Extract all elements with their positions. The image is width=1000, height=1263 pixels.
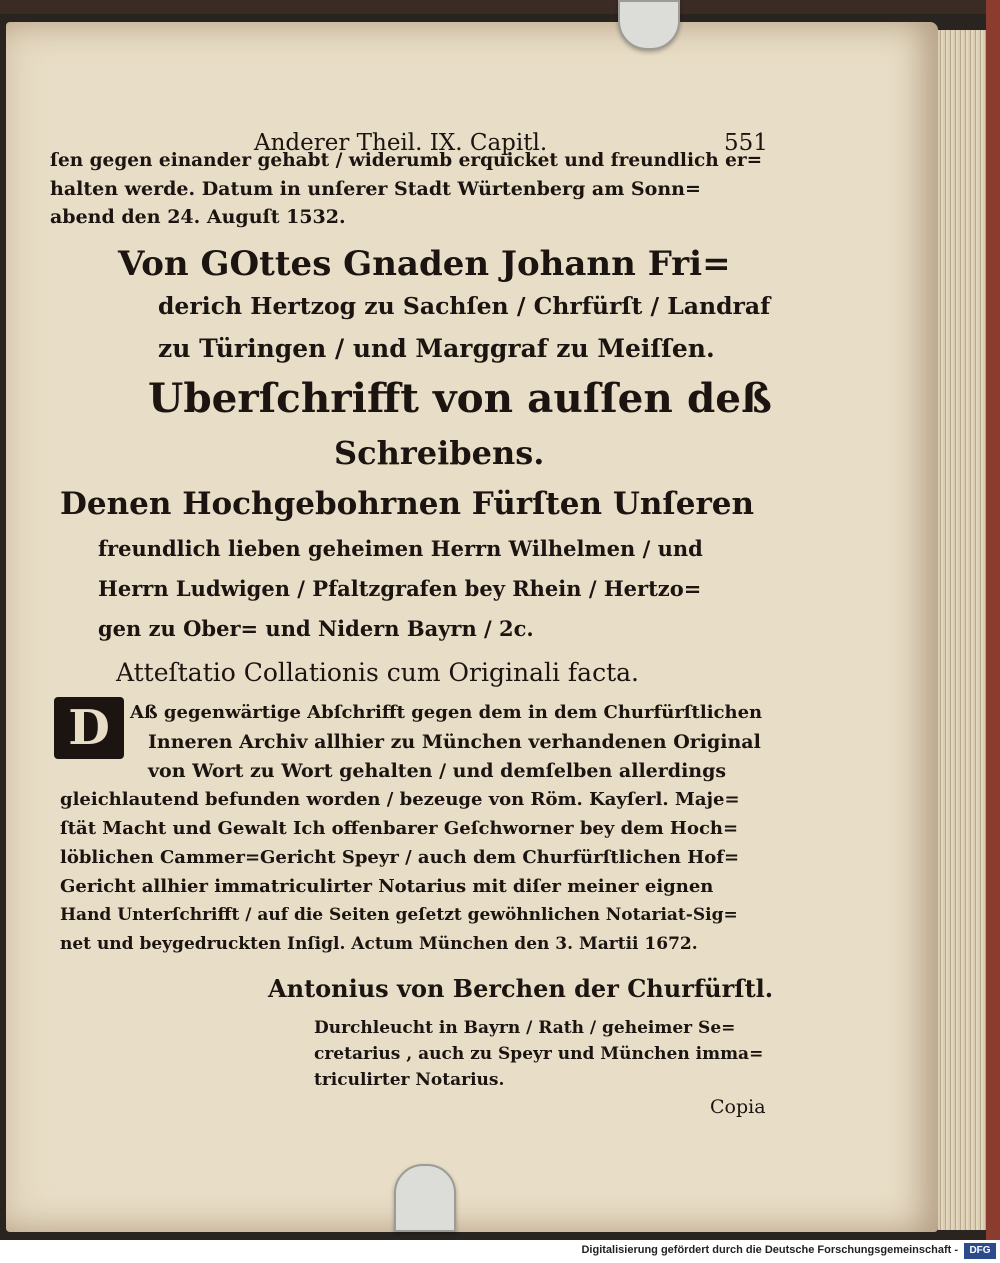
page-number: 551 <box>724 130 768 156</box>
text-line: von Wort zu Wort gehalten / und demſelben allerdings <box>148 760 727 782</box>
book-cover-edge <box>0 0 1000 14</box>
text-line: triculirter Notarius. <box>314 1070 505 1090</box>
text-line: löblichen Cammer=Gericht Speyr / auch dem Churfürſtlichen Hof= <box>60 847 740 868</box>
address-line: freundlich lieben geheimen Herrn Wilhelmen / und <box>98 536 703 561</box>
text-line: Durchleucht in Bayrn / Rath / geheimer Se= <box>314 1018 736 1038</box>
binding-edge <box>986 0 1000 1240</box>
text-line: Hand Unterſchrifft / auf die Seiten geſetzt gewöhnlichen Notariat-Sig= <box>60 905 738 925</box>
signature-line: zu Türingen / und Marggraf zu Meiſſen. <box>158 334 715 363</box>
text-line: Aß gegenwärtige Abſchrifft gegen dem in dem Churfürſtlichen <box>130 702 763 723</box>
superscription-heading: Uberſchrifft von auſſen deß <box>148 374 772 422</box>
address-line: gen zu Ober= und Nidern Bayrn / 2c. <box>98 616 534 641</box>
text-line: halten werde. Datum in unſerer Stadt Würtenberg am Sonn= <box>50 178 701 200</box>
text-line: gleichlautend befunden worden / bezeuge von Röm. Kayſerl. Maje= <box>60 789 740 810</box>
text-line: ſtät Macht und Gewalt Ich offenbarer Geſchworner bey dem Hoch= <box>60 818 739 839</box>
text-line: abend den 24. Auguſt 1532. <box>50 206 346 228</box>
text-line: Gericht allhier immatriculirter Notarius mit diſer meiner eignen <box>60 876 714 897</box>
digitization-footer <box>0 1240 1000 1263</box>
catchword: Copia <box>710 1096 766 1118</box>
page-clip <box>394 1164 456 1232</box>
text-line: ſen gegen einander gehabt / widerumb erquicket und freundlich er= <box>50 150 763 171</box>
funding-credit: Digitalisierung gefördert durch die Deutsche Forschungsgemeinschaft - <box>581 1244 958 1256</box>
signature-line: derich Hertzog zu Sachſen / Chrfürſt / Landraf <box>158 292 771 320</box>
notary-name: Antonius von Berchen der Churfürſtl. <box>268 974 774 1003</box>
text-line: net und beygedruckten Inſigl. Actum München den 3. Martii 1672. <box>60 934 698 954</box>
superscription-heading: Schreibens. <box>334 434 545 472</box>
attestation-heading: Atteſtatio Collationis cum Originali facta. <box>116 658 639 687</box>
running-title: Anderer Theil. IX. Capitl. <box>254 130 548 156</box>
signature-line: Von GOttes Gnaden Johann Fri= <box>118 244 731 284</box>
dfg-logo: DFG <box>964 1243 996 1259</box>
address-line: Denen Hochgebohrnen Fürſten Unſeren <box>60 486 755 522</box>
address-line: Herrn Ludwigen / Pfaltzgrafen bey Rhein / Hertzo= <box>98 576 702 601</box>
text-line: Inneren Archiv allhier zu München verhandenen Original <box>148 731 761 753</box>
text-line: cretarius , auch zu Speyr und München imma= <box>314 1044 764 1064</box>
decorated-initial: D <box>54 697 124 759</box>
book-page <box>6 22 938 1232</box>
